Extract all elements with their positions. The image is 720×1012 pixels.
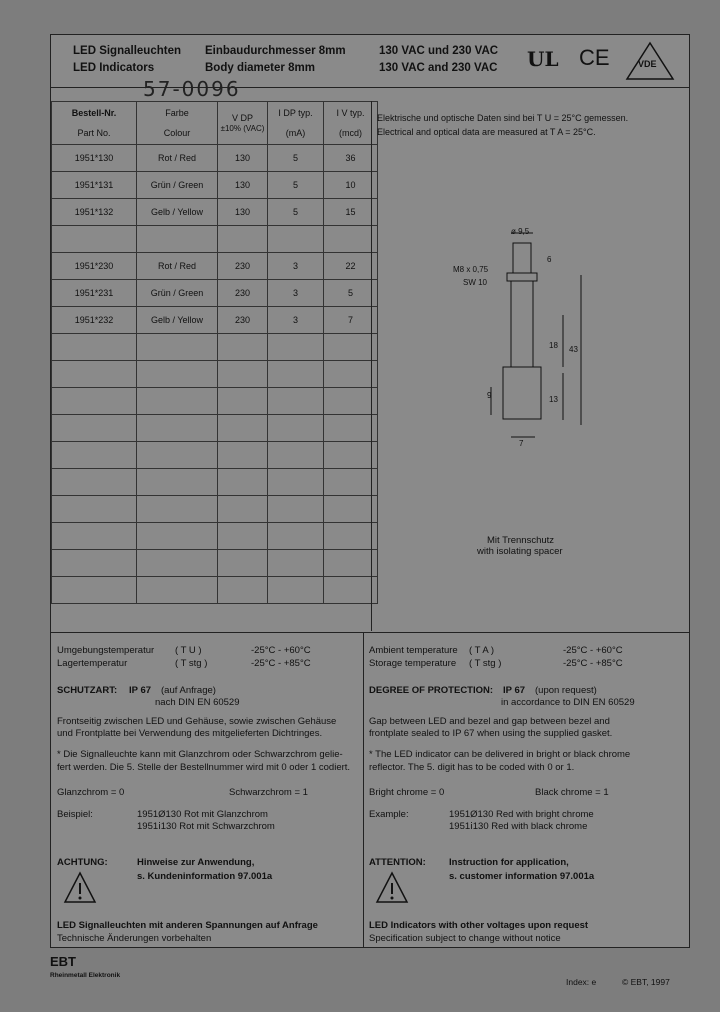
cell-current: 3 [268,280,324,307]
cell-colour: Rot / Red [137,145,218,172]
prot-label-en: DEGREE OF PROTECTION: [369,685,494,696]
prot-val-en: IP 67 [503,685,526,696]
cell-part-no: 1951*131 [52,172,137,199]
diameter-de: Einbaudurchmesser 8mm [205,45,346,57]
cell-colour: Gelb / Yellow [137,199,218,226]
table-row [52,334,378,361]
company-subtitle: Rheinmetall Elektronik [50,972,121,979]
cell-intensity [324,388,378,415]
dimension-drawing [431,215,611,455]
cell-voltage: 130 [218,145,268,172]
storage-val-en: -25°C - +85°C [563,658,623,669]
prot-note-en: (upon request) [535,685,597,696]
cell-part-no [52,469,137,496]
measure-note-en: Electrical and optical data are measured at T A = 25°C. [377,127,596,137]
document-index: Index: e [566,977,597,987]
seal-en-1: Gap between LED and bezel and gap between bezel and [369,716,610,727]
attention-en-2: s. customer information 97.001a [449,871,595,882]
table-row [52,550,378,577]
cell-current [268,523,324,550]
cell-current [268,226,324,253]
cell-intensity: 36 [324,145,378,172]
cell-intensity: 22 [324,253,378,280]
hdr-part-de: Bestell-Nr. [71,108,117,118]
cell-intensity [324,442,378,469]
cell-intensity [324,334,378,361]
table-row [52,280,378,307]
table-row [52,523,378,550]
footnote-de-1: LED Signalleuchten mit anderen Spannungen auf Anfrage [57,920,318,931]
cell-voltage [218,523,268,550]
cell-voltage: 130 [218,172,268,199]
cell-part-no [52,550,137,577]
cell-colour [137,523,218,550]
example-en-2: 1951ⅰ130 Red with black chrome [449,821,588,832]
bright-code: Bright chrome = 0 [369,787,445,798]
cell-colour: Gelb / Yellow [137,307,218,334]
ambient-label-en: Ambient temperature [369,645,458,656]
ambient-sym-en: ( T A ) [469,645,494,656]
hdr-iv: I V typ. [336,108,365,118]
cell-part-no [52,361,137,388]
storage-val-de: -25°C - +85°C [251,658,311,669]
hdr-idp: I DP typ. [278,108,313,118]
cell-colour [137,334,218,361]
cell-current: 5 [268,199,324,226]
title-de: LED Signalleuchten [73,45,181,57]
cell-voltage [218,577,268,604]
glanz-code: Glanzchrom = 0 [57,787,125,798]
cell-voltage: 230 [218,253,268,280]
title-en: LED Indicators [73,62,155,74]
cell-voltage: 230 [218,280,268,307]
cell-current: 5 [268,172,324,199]
table-row [52,172,378,199]
cell-voltage [218,388,268,415]
table-row [52,442,378,469]
prot-std-de: nach DIN EN 60529 [155,697,240,708]
dim-9: 9 [487,391,492,400]
vde-text: VDE [638,59,657,69]
cell-intensity: 5 [324,280,378,307]
ambient-val-de: -25°C - +60°C [251,645,311,656]
cell-part-no [52,388,137,415]
chrome-en-2: reflector. The 5. digit has to be coded with 0 or 1. [369,762,575,773]
cell-colour [137,577,218,604]
cell-part-no [52,226,137,253]
table-row [52,388,378,415]
cell-intensity [324,469,378,496]
cell-colour: Grün / Green [137,280,218,307]
dim-18: 18 [549,341,558,350]
table-row [52,361,378,388]
hdr-vdp: V DP [231,113,253,123]
hdr-colour-de: Farbe [165,108,189,118]
cell-part-no [52,523,137,550]
table-row [52,415,378,442]
attention-label-en: ATTENTION: [369,857,426,868]
cell-colour [137,415,218,442]
drawing-caption-de: Mit Trennschutz [487,535,555,546]
example-de-2: 1951ⅰ130 Rot mit Schwarzchrom [137,821,275,832]
prot-std-en: in accordance to DIN EN 60529 [501,697,635,708]
hdr-colour-en: Colour [163,128,191,138]
hdr-idp-unit: (mA) [285,128,306,138]
warning-icon [375,871,409,905]
seal-de-2: und Frontplatte bei Verwendung des mitgelieferten Dichtringes. [57,728,323,739]
cell-part-no: 1951*231 [52,280,137,307]
schwarz-code: Schwarzchrom = 1 [229,787,308,798]
cell-voltage: 130 [218,199,268,226]
ce-mark: CE [579,45,610,70]
cell-intensity [324,415,378,442]
table-row [52,253,378,280]
chrome-de-1: * Die Signalleuchte kann mit Glanzchrom oder Schwarzchrom gelie- [57,749,343,760]
diameter-en: Body diameter 8mm [205,62,315,74]
storage-sym-en: ( T stg ) [469,658,502,669]
cell-voltage [218,226,268,253]
storage-sym-de: ( T stg ) [175,658,208,669]
example-de-1: 1951Ø130 Rot mit Glanzchrom [137,809,268,820]
datasheet [50,34,690,948]
attention-de-2: s. Kundeninformation 97.001a [137,871,273,882]
ambient-val-en: -25°C - +60°C [563,645,623,656]
cell-current [268,415,324,442]
attention-label-de: ACHTUNG: [57,857,108,868]
dim-7: 7 [519,439,524,448]
cell-voltage [218,469,268,496]
hdr-part-en: Part No. [77,128,111,138]
cell-colour [137,226,218,253]
voltage-en: 130 VAC and 230 VAC [379,62,498,74]
prot-label-de: SCHUTZART: [57,685,118,696]
prot-note-de: (auf Anfrage) [161,685,216,696]
table-row [52,577,378,604]
seal-de-1: Frontseitig zwischen LED und Gehäuse, sowie zwischen Gehäuse [57,716,337,727]
cell-intensity [324,523,378,550]
cell-current [268,550,324,577]
cell-current [268,334,324,361]
cell-current [268,496,324,523]
cell-current [268,442,324,469]
cell-intensity [324,226,378,253]
cell-colour [137,361,218,388]
copyright: © EBT, 1997 [622,977,670,987]
cell-current [268,388,324,415]
warning-icon [63,871,97,905]
cell-voltage [218,442,268,469]
storage-label-de: Lagertemperatur [57,658,128,669]
table-row [52,226,378,253]
storage-label-en: Storage temperature [369,658,457,669]
example-label-de: Beispiel: [57,809,93,820]
prot-val-de: IP 67 [129,685,152,696]
cell-current: 5 [268,145,324,172]
cell-part-no: 1951*132 [52,199,137,226]
dim-43: 43 [569,345,578,354]
chrome-en-1: * The LED indicator can be delivered in bright or black chrome [369,749,631,760]
cell-voltage [218,550,268,577]
part-table [51,101,378,604]
dim-wrench: SW 10 [463,278,488,287]
hdr-vdp-unit: ±10% (VAC) [220,124,265,133]
ambient-sym-de: ( T U ) [175,645,202,656]
cell-colour [137,469,218,496]
table-row [52,496,378,523]
cell-intensity [324,550,378,577]
cell-current [268,469,324,496]
black-code: Black chrome = 1 [535,787,609,798]
cell-part-no [52,415,137,442]
cell-colour [137,496,218,523]
cell-part-no [52,334,137,361]
dim-6: 6 [547,255,552,264]
dim-diameter: ø 9,5 [511,227,530,236]
handwritten-number: 57-0096 [143,77,241,101]
cell-part-no: 1951*230 [52,253,137,280]
cell-current: 3 [268,307,324,334]
hdr-iv-unit: (mcd) [339,128,362,138]
chrome-de-2: fert werden. Die 5. Stelle der Bestellnummer wird mit 0 oder 1 codiert. [57,762,351,773]
cell-colour [137,442,218,469]
cell-part-no [52,577,137,604]
dim-thread: M8 x 0,75 [453,265,489,274]
table-row [52,307,378,334]
voltage-de: 130 VAC und 230 VAC [379,45,499,57]
ul-mark: UL [527,47,559,71]
cell-voltage: 230 [218,307,268,334]
cell-current: 3 [268,253,324,280]
seal-en-2: frontplate sealed to IP 67 when using the supplied gasket. [369,728,613,739]
cell-intensity [324,577,378,604]
cell-colour [137,550,218,577]
table-row [52,469,378,496]
dim-13: 13 [549,395,558,404]
company-logo: EBT [50,954,76,969]
cell-intensity [324,496,378,523]
cell-intensity: 15 [324,199,378,226]
footnote-de-2: Technische Änderungen vorbehalten [57,933,212,944]
cell-colour [137,388,218,415]
cell-colour: Grün / Green [137,172,218,199]
cell-part-no [52,496,137,523]
cell-intensity: 7 [324,307,378,334]
cell-voltage [218,415,268,442]
cell-part-no [52,442,137,469]
example-label-en: Example: [369,809,409,820]
attention-de-1: Hinweise zur Anwendung, [137,857,255,868]
table-row [52,199,378,226]
cell-part-no: 1951*232 [52,307,137,334]
table-row [52,145,378,172]
cell-intensity [324,361,378,388]
cell-colour: Rot / Red [137,253,218,280]
ambient-label-de: Umgebungstemperatur [57,645,155,656]
attention-en-1: Instruction for application, [449,857,569,868]
cell-intensity: 10 [324,172,378,199]
cell-voltage [218,496,268,523]
cell-voltage [218,361,268,388]
footnote-en-1: LED Indicators with other voltages upon request [369,920,589,931]
measure-note-de: Elektrische und optische Daten sind bei T U = 25°C gemessen. [377,113,629,123]
drawing-caption-en: with isolating spacer [477,546,563,557]
cell-current [268,577,324,604]
cell-current [268,361,324,388]
example-en-1: 1951Ø130 Red with bright chrome [449,809,594,820]
cell-part-no: 1951*130 [52,145,137,172]
cell-voltage [218,334,268,361]
footnote-en-2: Specification subject to change without notice [369,933,561,944]
